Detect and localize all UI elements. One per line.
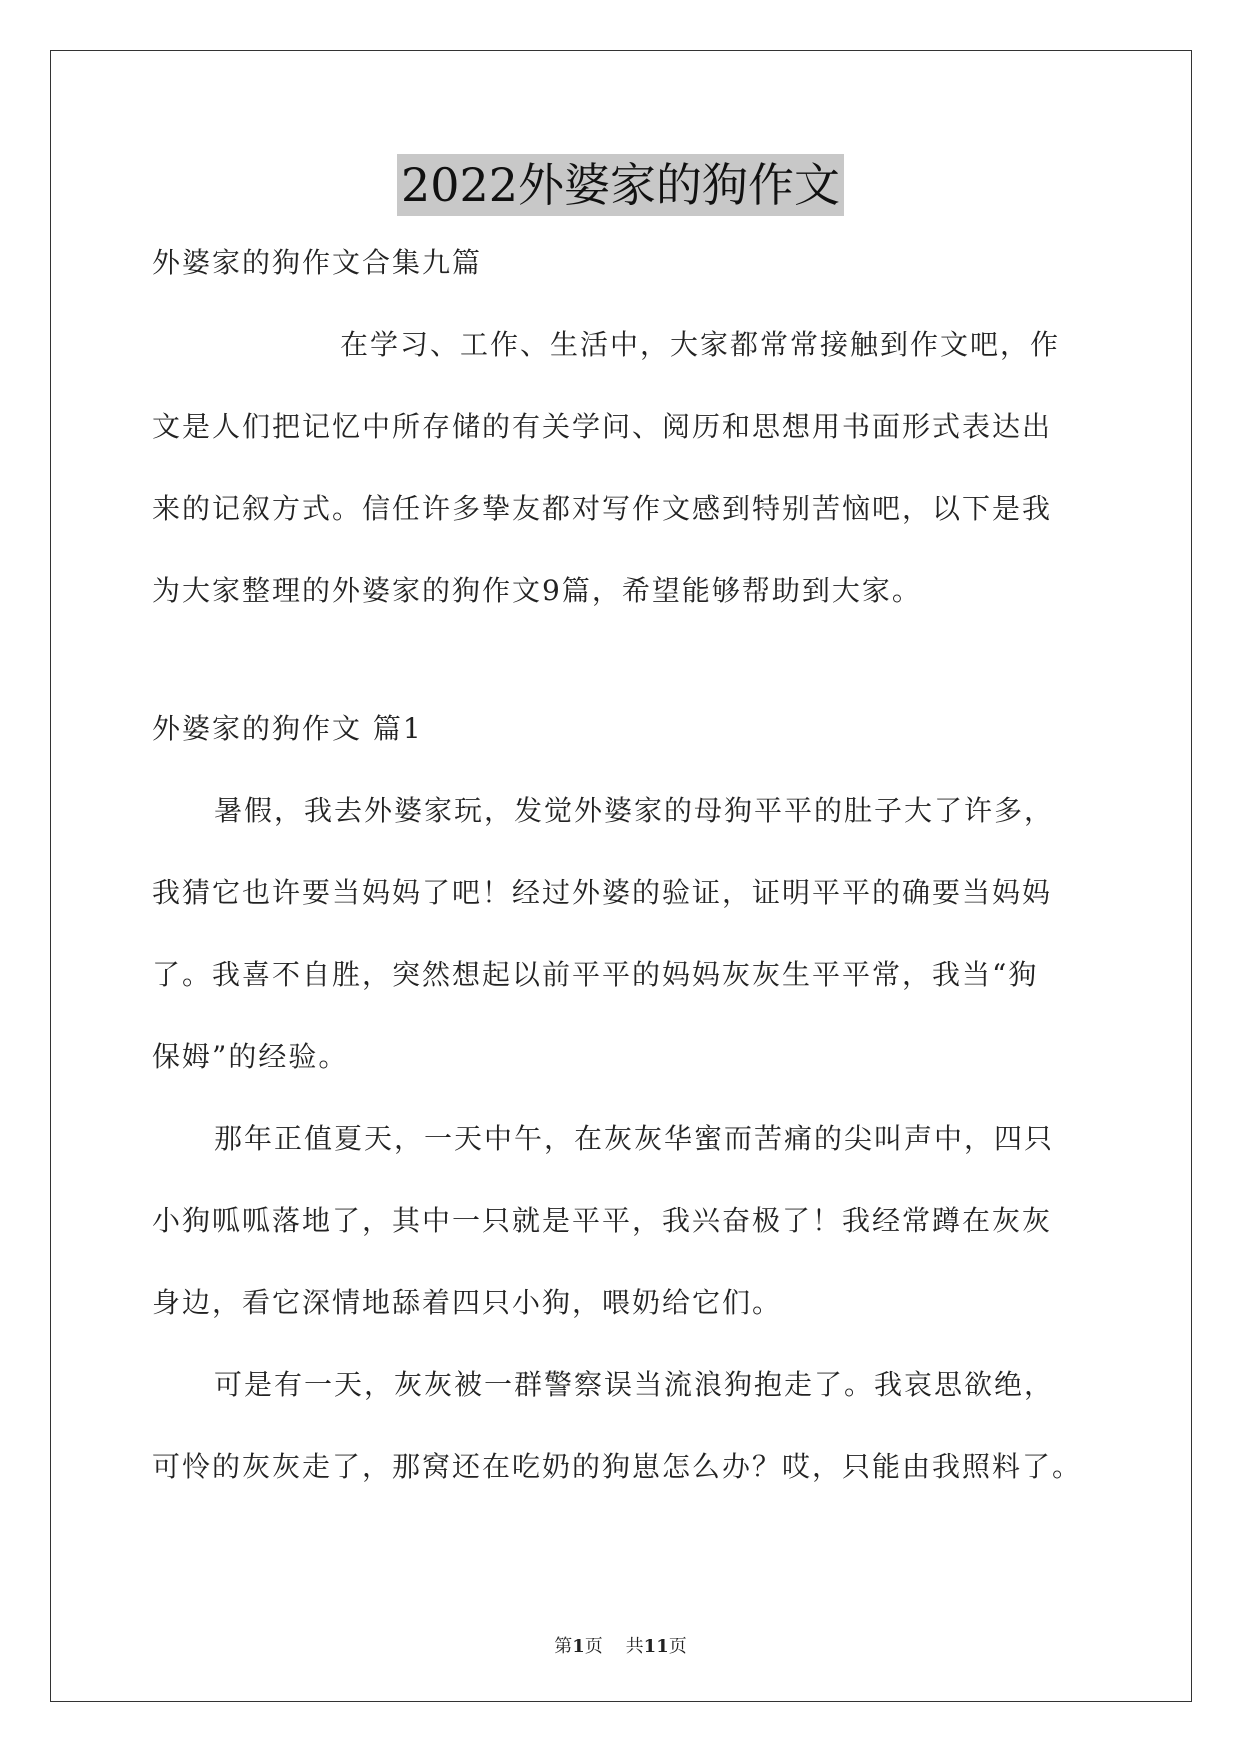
- section-spacer: [152, 642, 1088, 698]
- paragraph-line: 身边，看它深情地舔着四只小狗，喂奶给它们。: [152, 1286, 783, 1319]
- document-title: 2022外婆家的狗作文: [397, 154, 844, 216]
- section-heading: 外婆家的狗作文 篇1: [152, 712, 423, 745]
- paragraph-line: 我猜它也许要当妈妈了吧！经过外婆的验证，证明平平的确要当妈妈: [152, 876, 1053, 909]
- intro-line: 为大家整理的外婆家的狗作文9篇，希望能够帮助到大家。: [152, 574, 922, 607]
- page-footer: [0, 1632, 1241, 1658]
- document-body: [152, 232, 1088, 1518]
- paragraph-line: 了。我喜不自胜，突然想起以前平平的妈妈灰灰生平平常，我当“狗: [152, 958, 1039, 991]
- intro-line: 来的记叙方式。信任许多挚友都对写作文感到特别苦恼吧，以下是我: [152, 492, 1053, 525]
- paragraph-line: 保姆”的经验。: [152, 1040, 349, 1073]
- title-container: [0, 154, 1241, 216]
- total-suffix: 页: [668, 1636, 687, 1657]
- paragraph-line: 那年正值夏天，一天中午，在灰灰华蜜而苦痛的尖叫声中，四只: [214, 1122, 1055, 1155]
- page-number: 1: [572, 1636, 585, 1657]
- document-subtitle: 外婆家的狗作文合集九篇: [152, 246, 483, 279]
- paragraph-line: 暑假，我去外婆家玩，发觉外婆家的母狗平平的肚子大了许多，: [214, 794, 1055, 827]
- page-prefix: 第: [554, 1636, 573, 1657]
- intro-line: 在学习、工作、生活中，大家都常常接触到作文吧，作: [340, 328, 1061, 361]
- paragraph-line: 可怜的灰灰走了，那窝还在吃奶的狗崽怎么办？哎，只能由我照料了。: [152, 1450, 1083, 1483]
- page-suffix: 页: [584, 1636, 603, 1657]
- paragraph-line: 小狗呱呱落地了，其中一只就是平平，我兴奋极了！我经常蹲在灰灰: [152, 1204, 1053, 1237]
- paragraph-line: 可是有一天，灰灰被一群警察误当流浪狗抱走了。我哀思欲绝，: [214, 1368, 1055, 1401]
- intro-line: 文是人们把记忆中所存储的有关学问、阅历和思想用书面形式表达出: [152, 410, 1053, 443]
- total-prefix: 共: [625, 1636, 644, 1657]
- total-pages: 11: [643, 1636, 669, 1657]
